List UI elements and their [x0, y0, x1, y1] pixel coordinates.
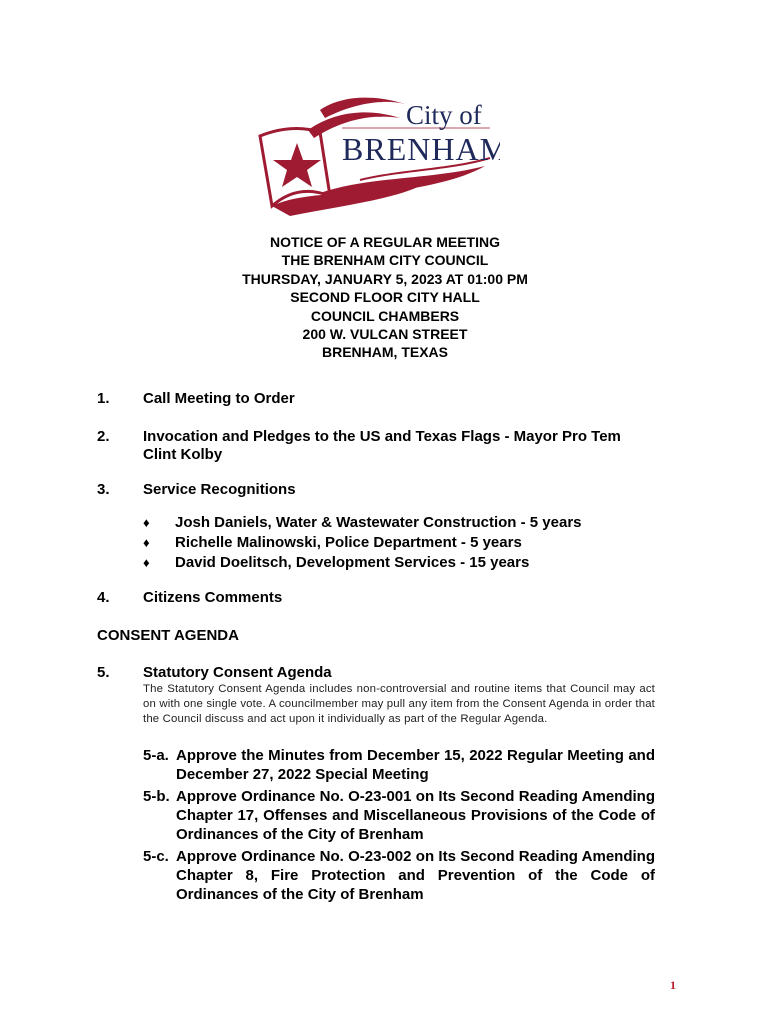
item-number: 2. [97, 428, 110, 445]
consent-agenda-heading: CONSENT AGENDA [97, 627, 239, 644]
item-number: 4. [97, 589, 110, 606]
recognition-text: Richelle Malinowski, Police Department - 5 years [175, 534, 522, 551]
city-of-brenham-logo [250, 88, 500, 223]
star-icon [273, 143, 321, 187]
item-number: 5. [97, 664, 110, 681]
recognition-text: Josh Daniels, Water & Wastewater Construction - 5 years [175, 514, 582, 531]
subitem-label: 5-c. [143, 848, 169, 865]
consent-subitem [143, 847, 655, 904]
diamond-bullet-icon: ♦ [143, 555, 150, 570]
header-line: THE BRENHAM CITY COUNCIL [281, 252, 489, 269]
subitem-text: Approve the Minutes from December 15, 2022 Regular Meeting and December 27, 2022 Special Meeting [176, 747, 655, 783]
consent-subitem [143, 746, 655, 784]
header-line: BRENHAM, TEXAS [321, 344, 448, 361]
item-text: Call Meeting to Order [143, 390, 295, 407]
logo-flag-graphic [250, 88, 500, 223]
header-line: COUNCIL CHAMBERS [310, 307, 460, 324]
item-text: Citizens Comments [143, 589, 283, 606]
item-number: 3. [97, 481, 110, 498]
header-line: 200 W. VULCAN STREET [302, 326, 468, 343]
header-line: THURSDAY, JANUARY 5, 2023 AT 01:00 PM [242, 270, 528, 287]
subitem-label: 5-a. [143, 747, 169, 764]
logo-line1: City of [406, 100, 482, 130]
item-text: Invocation and Pledges to the US and Texas Flags - Mayor Pro Tem Clint Kolby [143, 428, 621, 463]
page-number: 1 [670, 978, 676, 992]
meeting-notice-header [0, 233, 770, 362]
consent-subitem [143, 787, 655, 844]
item-number: 1. [97, 390, 110, 407]
item-text: Statutory Consent Agenda [143, 664, 332, 681]
item-text: Service Recognitions [143, 481, 296, 498]
diamond-bullet-icon: ♦ [143, 535, 150, 550]
diamond-bullet-icon: ♦ [143, 515, 150, 530]
subitem-label: 5-b. [143, 788, 170, 805]
consent-description: The Statutory Consent Agenda includes non-controversial and routine items that Council may act on with one single vote. A councilmember may pull any item from the Consent Agenda in order that the Council discuss and act upon it individually as part of the Regular Agenda. [143, 683, 655, 725]
logo-line2: BRENHAM [342, 131, 500, 167]
header-line: NOTICE OF A REGULAR MEETING [270, 234, 500, 250]
subitem-text: Approve Ordinance No. O-23-002 on Its Second Reading Amending Chapter 8, Fire Protection and Prevention of the Code of Ordinances of the City of Brenham [176, 848, 655, 903]
header-line: SECOND FLOOR CITY HALL [290, 289, 480, 306]
recognition-text: David Doelitsch, Development Services - 15 years [175, 554, 530, 571]
subitem-text: Approve Ordinance No. O-23-001 on Its Second Reading Amending Chapter 17, Offenses and Miscellaneous Provisions of the Code of Ordinances of the City of Brenham [176, 788, 655, 843]
